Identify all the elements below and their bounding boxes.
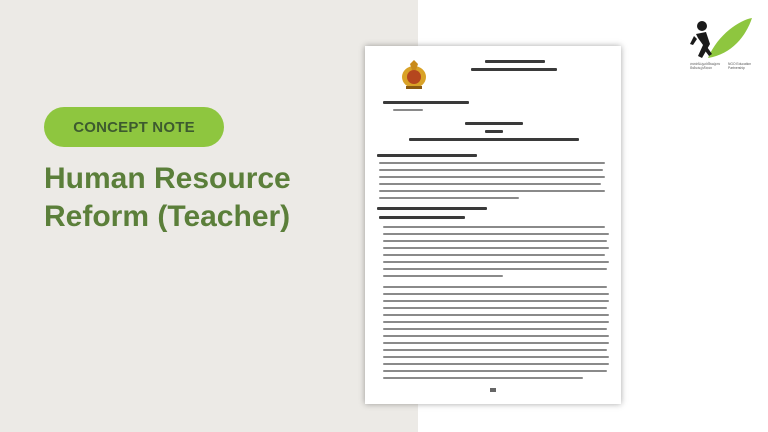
doc-text-line [379,183,601,185]
doc-text-line [383,254,605,256]
doc-text-line [383,275,503,277]
doc-text-line [379,197,519,199]
title-line-2: Reform (Teacher) [44,200,291,233]
doc-text-line [383,321,609,323]
doc-header-line [485,60,545,63]
doc-ministry-line [393,109,423,111]
doc-text-line [383,293,609,295]
doc-header-line [471,68,557,71]
doc-section-heading [377,207,487,210]
doc-text-line [379,176,605,178]
royal-emblem-icon [400,60,428,90]
logo-caption-english: NGO Education Partnership [728,62,752,70]
doc-text-line [383,328,607,330]
doc-text-line [383,226,605,228]
doc-text-line [379,162,605,164]
doc-text-line [379,169,603,171]
page-title [44,160,374,236]
doc-ministry-line [383,101,469,104]
concept-note-badge [44,107,224,147]
doc-subsection-heading [379,216,465,219]
doc-section-heading [377,154,477,157]
doc-text-line [383,268,607,270]
logo-caption-khmer: ភាពជាដៃគូអប់រំនៃអង្គការមិនមែនរដ្ឋាភិបាល [690,62,721,70]
doc-title-line [485,130,503,133]
title-line-1: Human Resource [44,162,291,195]
doc-text-line [379,190,605,192]
doc-title-line [465,122,523,125]
badge-label: CONCEPT NOTE [73,118,195,136]
nep-logo-icon [688,14,754,86]
page-number [490,388,496,392]
doc-text-line [383,363,609,365]
doc-text-line [383,370,607,372]
document-preview [365,46,621,404]
doc-text-line [383,247,609,249]
doc-text-line [383,300,609,302]
doc-text-line [383,261,609,263]
doc-text-line [383,377,583,379]
doc-text-line [383,233,609,235]
doc-text-line [383,349,607,351]
doc-text-line [383,314,609,316]
doc-text-line [383,307,607,309]
doc-text-line [383,342,609,344]
doc-text-line [383,335,609,337]
doc-text-line [383,286,607,288]
doc-title-line [409,138,579,141]
doc-text-line [383,240,607,242]
doc-text-line [383,356,609,358]
